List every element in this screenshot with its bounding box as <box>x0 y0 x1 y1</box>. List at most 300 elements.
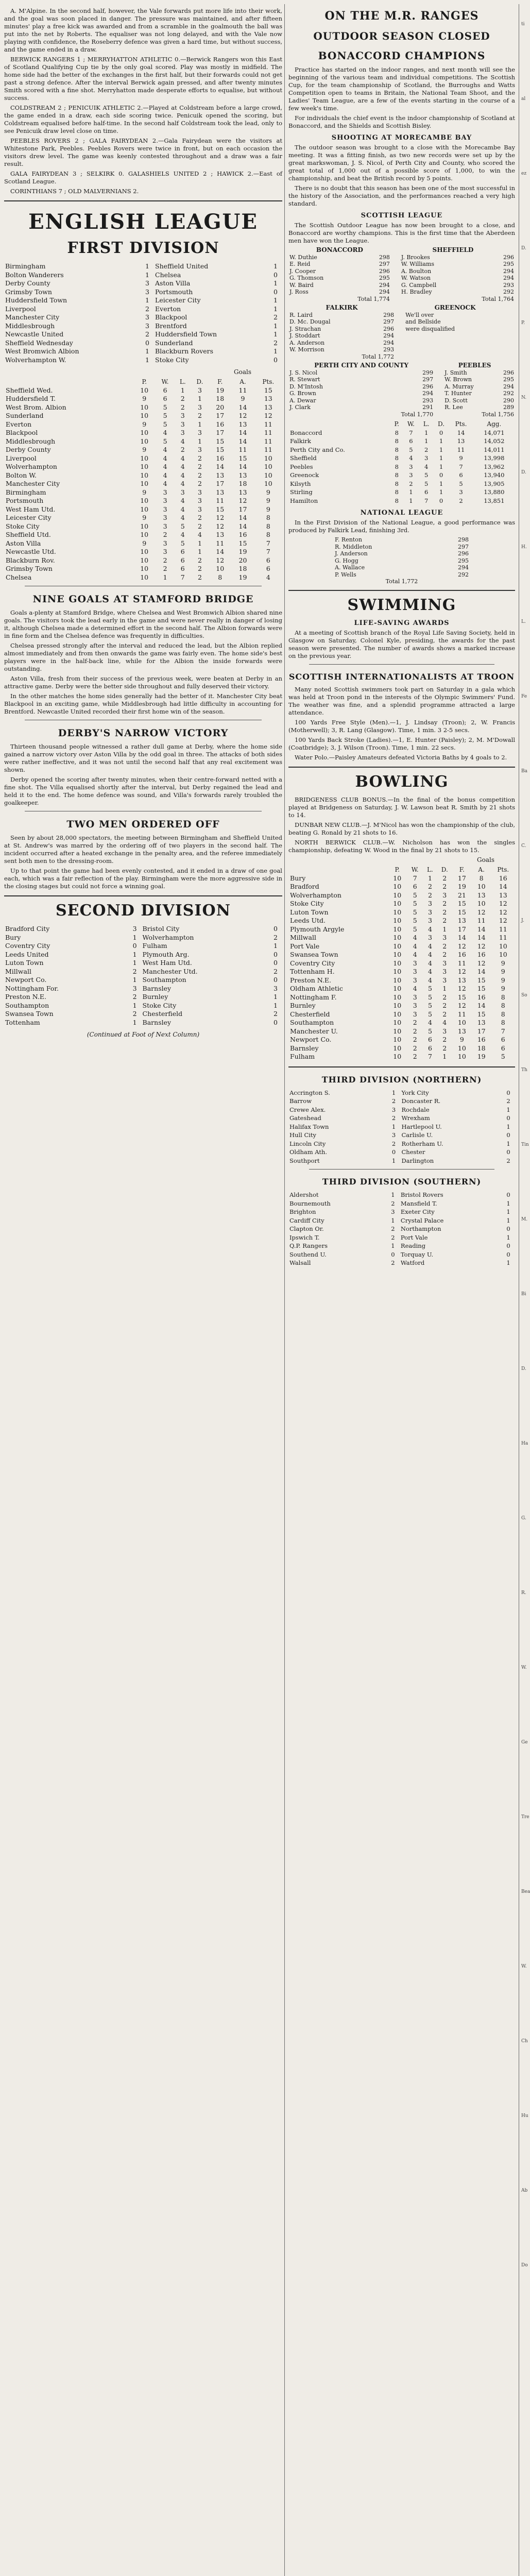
intro-reports <box>4 7 282 195</box>
home-team: Hull City <box>289 1131 317 1139</box>
team-name: West Brom. Albion <box>6 403 66 411</box>
score-row <box>288 376 515 383</box>
stat-cell: 12 <box>457 985 466 992</box>
stat-cell: 7 <box>180 573 185 581</box>
stat-cell: 2 <box>197 565 202 572</box>
team-heading: SHEFFIELD <box>432 246 474 253</box>
stat-cell: 20 <box>238 556 247 564</box>
team-score-block <box>288 304 515 360</box>
stat-cell: 14 <box>477 925 486 933</box>
stat-cell: 14 <box>216 463 225 470</box>
fragment-text: D. <box>521 470 526 475</box>
stat-cell: 10 <box>140 471 149 479</box>
home-team: Brighton <box>289 1208 316 1215</box>
stat-cell: 3 <box>163 522 167 530</box>
stat-cell: 14 <box>477 1002 486 1009</box>
derby-heading: DERBY'S NARROW VICTORY <box>58 727 229 739</box>
stat-cell: 2 <box>413 1027 417 1035</box>
table-row <box>288 874 515 883</box>
stat-cell: 2 <box>197 412 202 419</box>
stat-cell: 4 <box>413 942 417 950</box>
column-header: Pts. <box>497 866 509 873</box>
stat-cell: 11 <box>264 420 272 428</box>
stat-cell: 4 <box>442 1019 447 1026</box>
result-row <box>288 1225 515 1233</box>
home-team: Southend U. <box>289 1250 327 1258</box>
shooter-score: 292 <box>503 390 514 397</box>
rule <box>309 1169 494 1170</box>
stat-cell: 13 <box>477 1019 486 1026</box>
shooter-name: D. Scott <box>444 397 468 404</box>
score-row <box>288 289 515 296</box>
stat-cell: 11 <box>264 429 272 436</box>
nine-goals-heading: NINE GOALS AT STAMFORD BRIDGE <box>32 594 254 605</box>
paragraph: There is no doubt that this season has been one of the most successful in the history of the Association, and the performances reached a very high standard. <box>288 184 515 207</box>
team-heading: FALKIRK <box>326 304 358 311</box>
stat-cell: 16 <box>216 420 225 428</box>
stat-cell: 5 <box>424 480 429 487</box>
stat-cell: 12 <box>264 412 272 419</box>
stat-cell: 3 <box>197 497 202 504</box>
shooter-score: 294 <box>503 383 514 390</box>
score-row <box>334 571 470 579</box>
stat-cell: 10 <box>140 454 149 462</box>
stat-cell: 1 <box>197 395 202 402</box>
stat-cell: 16 <box>238 531 247 538</box>
paragraph: GALA FAIRYDEAN 3 ; SELKIRK 0. GALASHIELS UNITED 2 ; HAWICK 2.—East of Scotland League. <box>4 170 282 185</box>
score-row <box>288 318 515 326</box>
score-row <box>288 383 515 391</box>
table-row <box>288 463 515 471</box>
stat-cell: 10 <box>140 505 149 513</box>
first-division-results <box>4 262 282 364</box>
shooter-score: 294 <box>383 339 395 346</box>
outdoor-season-heading: OUTDOOR SEASON CLOSED <box>313 30 490 42</box>
result-row <box>288 1131 515 1140</box>
stat-cell: 12 <box>499 917 507 924</box>
stat-cell: 17 <box>457 925 466 933</box>
stat-cell: 4 <box>428 968 432 975</box>
stat-cell: 10 <box>457 1053 466 1060</box>
right-column <box>288 7 515 1272</box>
result-row <box>4 305 282 314</box>
stat-cell: 2 <box>163 556 167 564</box>
home-team: Bolton Wanderers <box>5 270 64 279</box>
stat-cell: 10 <box>393 951 402 958</box>
stat-cell: 10 <box>140 412 149 419</box>
stat-cell: 10 <box>140 522 149 530</box>
team-name: Wolverhampton <box>290 891 341 899</box>
home-score: 1 <box>132 976 137 984</box>
team-name: Liverpool <box>6 454 37 462</box>
away-team: Hartlepool U. <box>401 1123 442 1130</box>
stat-cell: 4 <box>163 454 167 462</box>
scottish-league-heading: SCOTTISH LEAGUE <box>361 212 443 219</box>
paragraph: BERWICK RANGERS 1 ; MERRYHATTON ATHLETIC 0.—Berwick Rangers won this East of Scotland Qualifying Cup tie by the only goal scored. Play was mostly in midfield. The home side had the better of the exchanges in the first half, but their forwards could not get past a strong defence. After the interval Berwick again pressed, and after twenty minutes Smith scored with a fine shot. Merryhatton made desperate efforts to equalise, but without success. <box>4 56 282 101</box>
away-score: 1 <box>273 347 278 355</box>
column-header: D. <box>441 866 448 873</box>
stat-cell: 7 <box>266 539 270 547</box>
stat-cell: 17 <box>216 412 225 419</box>
fragment-text: W. <box>521 1964 527 1969</box>
stat-cell: 10 <box>393 917 402 924</box>
shooter-name: G. Brown <box>289 390 316 397</box>
bowling-article <box>288 796 515 854</box>
column-header: P. <box>142 378 147 385</box>
away-score: 0 <box>506 1191 510 1198</box>
team-total: Total 1,770 <box>401 411 434 418</box>
result-row <box>4 262 282 271</box>
table-row <box>4 463 282 471</box>
stat-cell: 3 <box>197 488 202 496</box>
away-score: 1 <box>506 1259 510 1266</box>
home-team: Preston N.E. <box>5 993 46 1001</box>
stat-cell: 13,880 <box>484 488 505 496</box>
result-row <box>4 951 282 959</box>
shooter-name <box>395 332 511 340</box>
table-row <box>288 942 515 951</box>
national-league-total: Total 1,772 <box>385 578 418 585</box>
home-score: 3 <box>145 279 149 287</box>
team-name: Luton Town <box>290 908 329 916</box>
stat-cell: 10 <box>393 891 402 899</box>
stat-cell: 8 <box>395 463 399 470</box>
table-row <box>288 968 515 976</box>
home-score: 3 <box>391 1208 395 1215</box>
stat-cell: 3 <box>197 403 202 411</box>
section-rule <box>288 1066 515 1067</box>
away-team: Exeter City <box>400 1208 435 1215</box>
total-row <box>288 296 515 303</box>
table-row <box>288 925 515 934</box>
paragraph: NORTH BERWICK CLUB.—W. Nicholson has won the singles championship, defeating W. Wood in the final by 21 shots to 15. <box>288 839 515 854</box>
stat-cell: 8 <box>501 1002 505 1009</box>
table-row <box>4 565 282 573</box>
paragraph: Up to that point the game had been evenly contested, and it ended in a draw of one goal each, which was a fair reflection of the play. Birmingham were the more aggressive side in the closing stages but could not force a winning goal. <box>4 867 282 890</box>
table-row <box>288 1053 515 1061</box>
team-name: Bradford <box>290 883 319 890</box>
stat-cell: 8 <box>395 454 399 462</box>
shooter-name: R. Lee <box>444 404 463 411</box>
paragraph: Aston Villa, fresh from their success of the previous week, were beaten at Derby in an attractive game. Derby were the better side throughout and fully deserved their victory. <box>4 675 282 690</box>
stat-cell: 5 <box>413 908 417 916</box>
shooter-name: T. Hunter <box>444 390 472 397</box>
stat-cell: 10 <box>140 429 149 436</box>
team-name: Kilsyth <box>290 480 311 487</box>
stat-cell: 2 <box>197 556 202 564</box>
stat-cell: 0 <box>439 429 443 436</box>
fragment-text: M. <box>521 1217 528 1222</box>
away-team: Stoke City <box>155 355 189 364</box>
stat-cell: 15 <box>216 505 225 513</box>
away-score: 2 <box>273 313 278 321</box>
column-divider <box>284 4 285 2576</box>
shooter-score: 294 <box>422 390 434 397</box>
team-name: Portsmouth <box>6 497 44 504</box>
fragment-text: Ge <box>521 1740 528 1745</box>
result-row <box>4 296 282 305</box>
away-team: Doncaster R. <box>401 1097 441 1105</box>
away-score: 1 <box>273 993 278 1001</box>
table-row <box>4 454 282 463</box>
stat-cell: 4 <box>180 497 185 504</box>
home-team: Luton Town <box>5 959 44 967</box>
stat-cell: 8 <box>218 573 223 581</box>
morecambe-heading: SHOOTING AT MORECAMBE BAY <box>331 134 472 142</box>
table-row <box>288 976 515 985</box>
stat-cell: 6 <box>180 548 185 555</box>
stat-cell: 4 <box>180 437 185 445</box>
home-score: 2 <box>145 304 149 313</box>
stat-cell: 8 <box>395 488 399 496</box>
stat-cell: 14,011 <box>484 446 505 453</box>
stat-cell: 10 <box>477 883 486 890</box>
stat-cell: 1 <box>442 925 447 933</box>
stat-cell: 3 <box>413 1010 417 1018</box>
column-header: Agg. <box>487 420 502 428</box>
stat-cell: 6 <box>266 565 270 572</box>
stat-cell: 1 <box>439 446 443 453</box>
home-team: Manchester City <box>5 313 60 321</box>
result-row <box>288 1123 515 1131</box>
stat-cell: 13 <box>457 1027 466 1035</box>
stat-cell: 12 <box>499 900 507 907</box>
stat-cell: 2 <box>442 908 447 916</box>
table-row <box>4 531 282 539</box>
paragraph: The outdoor season was brought to a close with the Morecambe Bay meeting. It was a fitting finish, as two new records were set up by the great markswoman, J. S. Nicol, of Perth City and County, who scored the great total of 1,000 out of a possible score of 1,000, to win the championship, and beat the British record by 5 points. <box>288 144 515 182</box>
home-team: Huddersfield Town <box>5 296 67 304</box>
fragment-text: Ba <box>521 769 527 774</box>
table-row <box>288 454 515 463</box>
away-team: Port Vale <box>400 1233 428 1241</box>
stat-cell: 7 <box>413 874 417 882</box>
home-team: Coventry City <box>5 942 50 950</box>
stat-cell: 12 <box>457 968 466 975</box>
home-score: 2 <box>132 1010 137 1018</box>
stat-cell: 15 <box>457 908 466 916</box>
result-row <box>4 942 282 951</box>
section-rule <box>288 590 515 591</box>
stat-cell: 9 <box>501 968 505 975</box>
away-team: Barnsley <box>142 984 172 992</box>
stat-cell: 3 <box>163 548 167 555</box>
stat-cell: 3 <box>413 968 417 975</box>
shooter-name: J. Cooper <box>289 267 316 275</box>
column-header: W. <box>411 866 419 873</box>
shooter-score <box>511 340 515 347</box>
paragraph: In the other matches the home sides generally had the better of it. Manchester City beat Blackpool in an exciting game, while Middlesbrough had little difficulty in accounting for Brentford. Newcastle United recorded their first home win of the season. <box>4 692 282 715</box>
table-row <box>288 951 515 959</box>
stat-cell: 10 <box>264 480 272 487</box>
shooter-name: were disqualified <box>405 325 455 332</box>
away-score: 0 <box>506 1131 510 1139</box>
stat-cell: 3 <box>442 1027 447 1035</box>
table-row <box>288 497 515 505</box>
stat-cell: 10 <box>140 403 149 411</box>
result-row <box>288 1216 515 1225</box>
total-row <box>288 353 515 361</box>
stat-cell: 3 <box>163 497 167 504</box>
team-heading: GREENOCK <box>434 304 476 311</box>
home-team: Bournemouth <box>289 1199 331 1207</box>
ranges-intro-article <box>288 66 515 130</box>
home-team: Leeds United <box>5 950 49 958</box>
stat-cell: 12 <box>457 942 466 950</box>
away-score: 1 <box>506 1106 510 1113</box>
home-score: 2 <box>391 1233 395 1241</box>
stat-cell: 12 <box>238 497 247 504</box>
home-score: 2 <box>391 1199 395 1207</box>
result-row <box>4 313 282 322</box>
home-score: 1 <box>132 933 137 941</box>
stat-cell: 16 <box>477 1036 486 1043</box>
home-score: 1 <box>132 950 137 958</box>
shooter-name: R. Stewart <box>289 376 320 383</box>
home-team: Swansea Town <box>5 1010 54 1018</box>
stat-cell: 5 <box>409 446 413 453</box>
result-row <box>4 976 282 985</box>
home-score: 1 <box>391 1123 396 1130</box>
shooter-score: 297 <box>458 543 469 550</box>
stat-cell: 10 <box>140 386 149 394</box>
score-row <box>288 332 515 340</box>
team-name: Middlesbrough <box>6 437 56 445</box>
stat-cell: 8 <box>266 514 270 521</box>
stat-cell: 3 <box>413 976 417 984</box>
stat-cell: 9 <box>501 976 505 984</box>
stat-cell: 7 <box>409 429 413 436</box>
home-team: Bradford City <box>5 925 50 933</box>
stat-cell: 11 <box>238 386 247 394</box>
result-row <box>288 1259 515 1267</box>
away-score: 1 <box>506 1199 510 1207</box>
scottish-league-standings <box>288 420 515 505</box>
stat-cell: 3 <box>163 505 167 513</box>
fragment-text: Fe <box>521 694 527 699</box>
stat-cell: 14 <box>477 968 486 975</box>
stat-cell: 18 <box>216 395 225 402</box>
fragment-text: J. <box>521 918 524 923</box>
home-score: 2 <box>391 1097 396 1105</box>
shooter-name: We'll over <box>405 311 434 318</box>
stat-cell: 3 <box>442 976 447 984</box>
stat-cell: 5 <box>180 539 185 547</box>
stat-cell: 14 <box>238 403 247 411</box>
away-team: Wolverhampton <box>142 933 194 941</box>
score-row <box>288 268 515 275</box>
stat-cell: 2 <box>442 917 447 924</box>
stat-cell: 6 <box>180 565 185 572</box>
stat-cell: 4 <box>428 959 432 967</box>
shooter-score: 295 <box>503 376 514 383</box>
shooter-name: W. Baird <box>289 281 314 289</box>
home-score: 1 <box>391 1089 396 1096</box>
header-row <box>288 866 515 874</box>
stat-cell: 9 <box>266 505 270 513</box>
away-score: 1 <box>273 1001 278 1009</box>
paragraph: Many noted Scottish swimmers took part on Saturday in a gala which was held at Troon pond in the interests of the Olympic Swimmers' Fund. The weather was fine, and a splendid programme attracted a large attendance. <box>288 686 515 716</box>
shooter-name: W. Duthie <box>289 253 317 261</box>
table-row <box>288 1044 515 1053</box>
away-score: 3 <box>273 984 278 992</box>
team-score-block <box>288 247 515 302</box>
home-team: Derby County <box>5 279 50 287</box>
score-row <box>334 536 470 544</box>
stat-cell: 2 <box>442 1002 447 1009</box>
stat-cell: 8 <box>501 993 505 1001</box>
stat-cell: 12 <box>499 908 507 916</box>
away-score: 1 <box>273 296 278 304</box>
stat-cell: 2 <box>197 454 202 462</box>
stat-cell: 14,052 <box>484 437 505 445</box>
stat-cell: 9 <box>266 497 270 504</box>
shooter-score: 295 <box>458 557 469 564</box>
team-name: Hamilton <box>290 497 318 504</box>
away-team: Reading <box>400 1242 426 1249</box>
score-row <box>334 564 470 571</box>
stat-cell: 2 <box>413 1053 417 1060</box>
stat-cell: 10 <box>140 565 149 572</box>
fragment-text: Th <box>521 1067 527 1073</box>
stat-cell: 2 <box>442 1036 447 1043</box>
table-row <box>288 1019 515 1027</box>
stat-cell: 13 <box>457 917 466 924</box>
stat-cell: 11 <box>264 437 272 445</box>
table-row <box>4 395 282 403</box>
shooter-name: W. Morrison <box>289 346 324 353</box>
stat-cell: 13 <box>264 395 272 402</box>
home-score: 2 <box>391 1140 396 1147</box>
stat-cell: 4 <box>180 505 185 513</box>
away-score: 2 <box>273 933 278 941</box>
team-total <box>395 353 515 361</box>
column-header: W. <box>407 420 415 428</box>
two-men-article <box>4 834 282 890</box>
shooter-score: 293 <box>422 397 434 404</box>
stat-cell: 18 <box>238 480 247 487</box>
paragraph: Thirteen thousand people witnessed a rather dull game at Derby, where the home side gained a narrow victory over Aston Villa by the odd goal in three. The attacks of both sides were rather ineffective, and it was not until the second half that any real excitement was shown. <box>4 743 282 773</box>
shooter-score: 297 <box>379 261 390 267</box>
column-header: Pts. <box>262 378 275 385</box>
result-row <box>288 1148 515 1157</box>
result-row <box>4 993 282 1002</box>
swimming-text: At a meeting of Scottish branch of the Royal Life Saving Society, held in Glasgow on Saturday, Colonel Kyle, presiding, the awards for the past season were presented. The number of awards shows a marked increase on the previous year. <box>288 629 515 659</box>
stat-cell: 2 <box>413 1019 417 1026</box>
stat-cell: 13,851 <box>484 497 505 504</box>
stat-cell: 14 <box>238 429 247 436</box>
result-row <box>4 968 282 976</box>
away-team: Everton <box>155 304 181 313</box>
away-score: 2 <box>506 1097 510 1105</box>
away-score: 0 <box>273 976 278 984</box>
stat-cell: 3 <box>413 1002 417 1009</box>
stat-cell: 13,962 <box>484 463 505 470</box>
away-team: Brentford <box>155 321 187 330</box>
away-team: Chester <box>401 1148 425 1156</box>
stat-cell: 2 <box>197 463 202 470</box>
stat-cell: 10 <box>264 463 272 470</box>
stat-cell: 14 <box>457 934 466 941</box>
stat-cell: 5 <box>163 437 167 445</box>
away-team: Barnsley <box>142 1018 172 1026</box>
internationalists-heading: SCOTTISH INTERNATIONALISTS AT TROON <box>288 672 515 682</box>
score-row <box>334 557 470 565</box>
shooter-name: J. Smith <box>444 369 467 376</box>
shooter-score <box>511 326 515 333</box>
stat-cell: 5 <box>413 900 417 907</box>
stat-cell: 15 <box>238 539 247 547</box>
stat-cell: 2 <box>442 883 447 890</box>
